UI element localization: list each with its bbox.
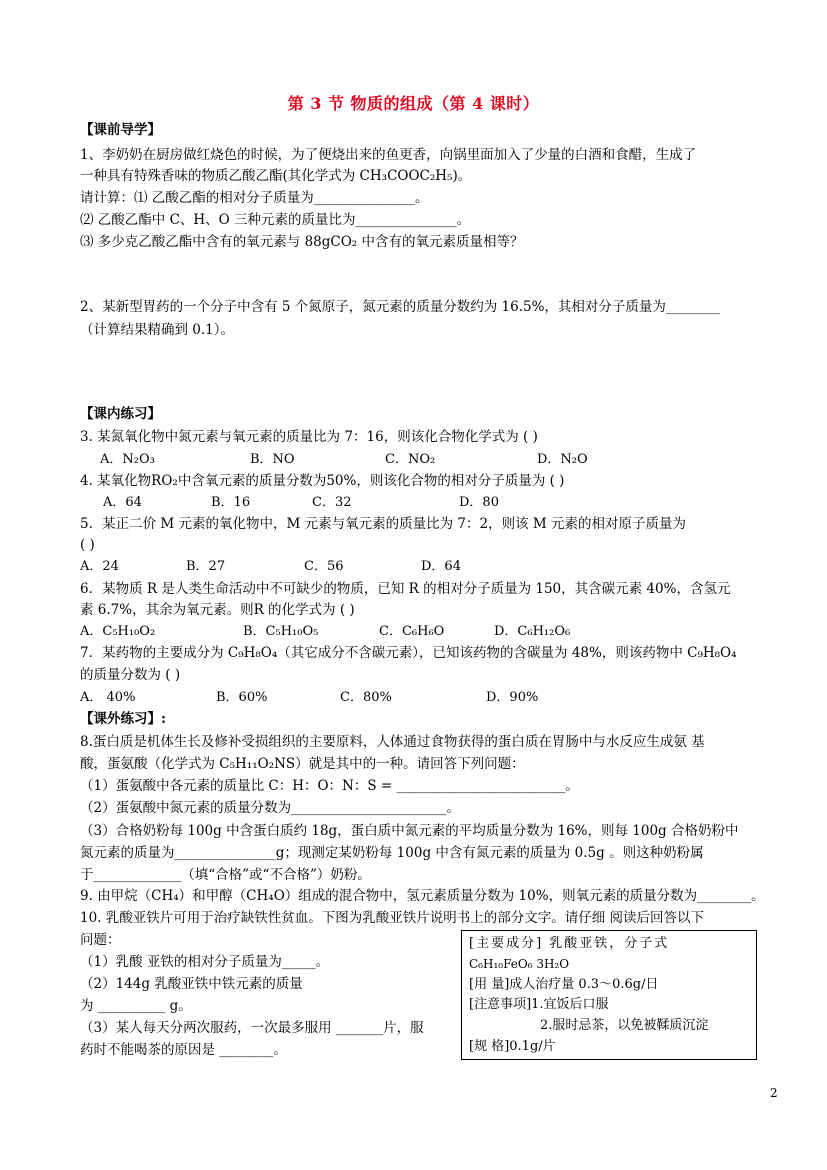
q3-option-a: A．N₂O₃ [100, 452, 155, 467]
q4-option-c: C．32 [312, 495, 352, 510]
section-in-class: 【课内练习】 [80, 406, 161, 422]
q10-line-3: （1）乳酸 亚铁的相对分子质量为_____。 [80, 954, 330, 970]
q5-option-d: D．64 [421, 559, 461, 574]
q1-line-5: ⑶ 多少克乙酸乙酯中含有的氧元素与 88gCO₂ 中含有的氧元素质量相等？ [80, 234, 524, 250]
label-caution-1: [注意事项]1.宜饭后口服 [469, 997, 609, 1012]
medicine-label-box [461, 930, 757, 1060]
q1-line-4: ⑵ 乙酸乙酯中 C、H、O 三种元素的质量比为_______________。 [80, 212, 471, 228]
page-number: 2 [770, 1086, 778, 1100]
q6-option-d: D．C₆H₁₂O₆ [494, 624, 571, 639]
q7-stem-1: 7．某药物的主要成分为 C₉H₈O₄（其它成分不含碳元素），已知该药物的含碳量为 48%，则该药物中 C₉H₈O₄ [80, 645, 737, 661]
q6-option-b: B．C₅H₁₀O₅ [243, 624, 319, 639]
section-pre-class: 【课前导学】 [80, 122, 161, 138]
q7-option-a: A． 40% [80, 690, 136, 705]
q5-option-a: A．24 [80, 559, 119, 574]
q9-line: 9. 由甲烷（CH₄）和甲醇（CH₄O）组成的混合物中，氢元素质量分数为 10%，则氧元素的质量分数为________。 [80, 888, 765, 904]
q6-stem-1: 6．某物质 R 是人类生命活动中不可缺少的物质，已知 R 的相对分子质量为 150，其含碳元素 40%，含氢元 [80, 581, 731, 597]
q3-option-b: B．NO [250, 452, 295, 467]
q10-line-5: 为 __________ g。 [80, 998, 192, 1014]
page-title: 第 3 节 物质的组成（第 4 课时） [287, 94, 540, 113]
q3-option-d: D．N₂O [537, 452, 588, 467]
q3-stem: 3. 某氮氧化物中氮元素与氧元素的质量比为 7：16，则该化合物化学式为 ( ) [80, 429, 538, 445]
q5-stem-2: ( ) [80, 537, 95, 553]
label-formula: C₆H₁₀FeO₆ 3H₂O [469, 957, 570, 971]
q5-option-c: C．56 [304, 559, 344, 574]
label-caution-2: 2.服时忌茶，以免被鞣质沉淀 [540, 1018, 709, 1033]
section-after-class: 【课外练习】: [80, 711, 166, 727]
q5-option-b: B．27 [186, 559, 226, 574]
q1-line-1: 1、李奶奶在厨房做红烧色的时候，为了便烧出来的鱼更香，向锅里面加入了少量的白酒和食醋，生成了 [80, 147, 697, 163]
q7-option-b: B．60% [216, 690, 268, 705]
q4-option-b: B．16 [211, 495, 251, 510]
q2-line-2: （计算结果精确到 0.1）。 [80, 322, 235, 338]
q8-line-4: （2）蛋氨酸中氮元素的质量分数为_______________________。 [80, 800, 460, 816]
q6-option-a: A．C₅H₁₀O₂ [80, 624, 156, 639]
q4-stem: 4. 某氧化物RO₂中含氧元素的质量分数为50%，则该化合物的相对分子质量为 ( ) [80, 473, 565, 489]
q1-line-2: 一种具有特殊香味的物质乙酸乙酯(其化学式为 CH₃COOC₂H₅)。 [80, 168, 472, 184]
q7-stem-2: 的质量分数为 ( ) [80, 667, 181, 683]
q6-stem-2: 素 6.7%，其余为氧元素。则R 的化学式为 ( ) [80, 602, 355, 618]
q8-line-1: 8.蛋白质是机体生长及修补受损组织的主要原料，人体通过食物获得的蛋白质在胃肠中与水反应生成氨 基 [80, 734, 705, 750]
q4-option-a: A．64 [103, 495, 142, 510]
q1-line-3: 请计算：⑴ 乙酸乙酯的相对分子质量为_______________。 [80, 190, 429, 206]
q8-line-2: 酸，蛋氨酸（化学式为 C₅H₁₁O₂NS）就是其中的一种。请回答下列问题： [80, 756, 525, 772]
label-spec: [规 格]0.1g/片 [469, 1039, 556, 1054]
q6-option-c: C．C₆H₆O [379, 624, 445, 639]
q5-stem-1: 5．某正二价 M 元素的氧化物中，M 元素与氧元素的质量比为 7：2，则该 M 元素的相对原子质量为 [80, 516, 686, 532]
q3-option-c: C．NO₂ [385, 452, 436, 467]
q10-line-4: （2）144g 乳酸亚铁中铁元素的质量 [80, 976, 303, 992]
q10-line-6: （3）某人每天分两次服药，一次最多服用 _______片，服 [80, 1020, 424, 1036]
q8-line-5: （3）合格奶粉每 100g 中含蛋白质约 18g，蛋白质中氮元素的平均质量分数为 16%，则每 100g 合格奶粉中 [80, 823, 739, 839]
q7-option-c: C．80% [340, 690, 392, 705]
q10-line-7: 药时不能喝茶的原因是 ________。 [80, 1042, 287, 1058]
label-main-ingredient: [主要成分] 乳酸亚铁，分子式 [469, 936, 670, 951]
q2-line-1: 2、某新型胃药的一个分子中含有 5 个氮原子，氮元素的质量分数约为 16.5%，其相对分子质量为________ [80, 299, 720, 315]
q10-line-1: 10. 乳酸亚铁片可用于治疗缺铁性贫血。下图为乳酸亚铁片说明书上的部分文字。请仔细 阅读后回答以下 [80, 910, 705, 926]
label-dosage: [用 量]成人治疗量 0.3～0.6g/日 [469, 977, 659, 992]
q8-line-7: 于_____________（填“合格”或“不合格”）奶粉。 [80, 867, 371, 883]
q7-option-d: D．90% [486, 690, 539, 705]
q8-line-3: （1）蛋氨酸中各元素的质量比 C：H：O：N：S = _________________________。 [80, 778, 579, 794]
q8-line-6: 氮元素的质量为_______________g；现测定某奶粉每 100g 中含有氮元素的质量为 0.5g 。则这种奶粉属 [80, 845, 704, 861]
q4-option-d: D．80 [459, 495, 499, 510]
q10-line-2: 问题： [80, 932, 121, 948]
